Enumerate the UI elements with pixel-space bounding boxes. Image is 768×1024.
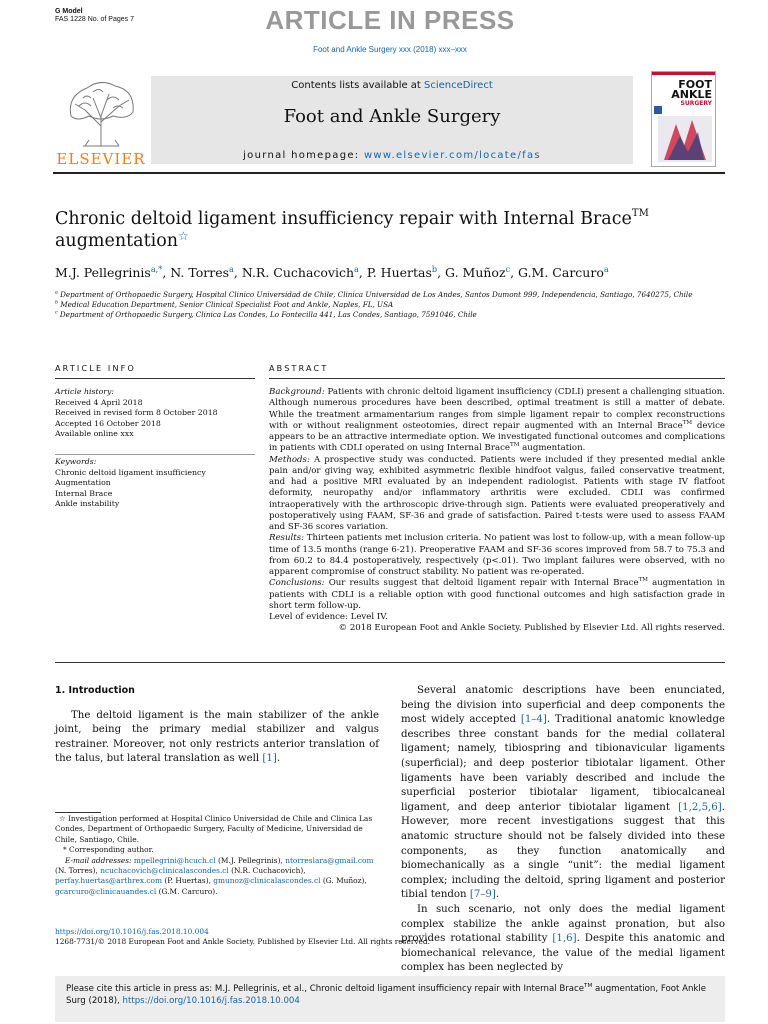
article-title <box>55 208 715 252</box>
reference-link[interactable]: [7–9] <box>469 889 496 901</box>
citation-text: Please cite this article in press as: M.J. Pellegrinis, et al., Chronic deltoid ligament insufficiency repair with Internal Brace™ augmentation, Foot Ankle Surg (2018), https://doi.org/10.1016/j.fas.2018.10.004 <box>66 983 707 1006</box>
abstract-level: Level of evidence: Level IV. <box>269 612 388 622</box>
footnotes <box>55 814 379 897</box>
author: G.M. Carcuro$^a$ <box>518 263 609 280</box>
author-affil-link[interactable]: a <box>354 263 359 274</box>
doi-link[interactable]: https://doi.org/10.1016/j.fas.2018.10.004 <box>55 927 209 936</box>
reference-link[interactable]: [1–4] <box>520 714 547 726</box>
history-label: Article history: <box>55 387 115 396</box>
introduction-heading: 1. Introduction <box>55 685 135 696</box>
email-link[interactable]: mpellegrini@hcuch.cl <box>133 855 216 865</box>
intro-paragraph: The deltoid ligament is the main stabilizer of the ankle joint, being the primary medial stabilizer and valgus restrainer. Moreover, not only restricts anterior translation of the talus, but lateral translation as well [1]. <box>55 709 379 765</box>
contents-prefix: Contents lists available at <box>291 80 425 91</box>
history-item: Received in revised form 8 October 2018 <box>55 408 218 418</box>
author-list: M.J. Pellegrinis$^{a,*}$, N. Torres$^a$, N.R. Cuchacovich$^a$, P. Huertas$^b$, G. Muñoz$^c$, G.M. Carcuro$^a$ <box>55 263 609 280</box>
journal-homepage-link[interactable]: www.elsevier.com/locate/fas <box>363 150 541 161</box>
abstract-heading: ABSTRACT <box>269 364 329 373</box>
author-affil-link[interactable]: b <box>431 263 438 274</box>
homepage-prefix: journal homepage: <box>243 150 364 161</box>
contents-line <box>151 80 633 91</box>
article-info-rule <box>55 378 255 379</box>
doi-block <box>55 927 555 948</box>
fas-ref: FAS 1228 No. of Pages 7 <box>55 16 134 23</box>
keyword: Internal Brace <box>55 488 113 498</box>
history-item: Accepted 16 October 2018 <box>55 418 161 428</box>
author: G. Muñoz$^c$ <box>445 263 511 280</box>
email-link[interactable]: gcarcuro@clinicauandes.cl <box>55 886 157 896</box>
reference-link[interactable]: [1] <box>262 753 277 765</box>
email-list: E-mail addresses: mpellegrini@hcuch.cl (M.J. Pellegrinis), ntorreslara@gmail.com (N. Torres), ncuchacovich@clinicalascondes.cl (N.R. Cuchacovich), perfay.huertas@arthrex.com (P. Huertas), gmunoz@clinicalascondes.cl (G. Muñoz), gcarcuro@clinicauandes.cl (G.M. Carcuro). <box>55 855 374 896</box>
abstract-conclusions: Conclusions: Our results suggest that deltoid ligament repair with Internal Brace™ augmentation in patients with CDLI is a reliable option with good functional outcomes and high satisfaction grade in short term follow-up. <box>269 577 725 611</box>
history-item: Available online xxx <box>55 429 134 439</box>
homepage-line <box>151 150 633 161</box>
abstract-methods: Methods: A prospective study was conducted. Patients were included if they presented medial ankle pain and/or giving way, exhibited asymmetric flexible hindfoot valgus, failed conservative treatment, and had a positive MRI evaluated by an independent radiologist. Patients with stage IV flatfoot deformity, neuropathy and/or inflammatory arthritis were excluded. CDLI was confirmed intraoperatively with the arthroscopic drive-through sign. Patients were evaluated preoperatively and postoperatively using FAAM, SF-36 and grade of satisfaction. Paired t-tests were used to assess FAAM and SF-36 scores variation. <box>269 454 725 532</box>
cover-title <box>671 80 712 107</box>
journal-cover-thumbnail[interactable] <box>651 71 716 167</box>
cover-foot: FOOT <box>678 78 712 91</box>
corresponding-note: * Corresponding author. <box>63 845 154 855</box>
author-affil-link[interactable]: a,* <box>150 263 163 274</box>
abstract-results: Results: Thirteen patients met inclusion criteria. No patient was lost to follow-up, with a mean follow-up time of 13.5 months (range 6-21). Preoperative FAAM and SF-36 scores improved from 58.7 to 75.3 and from 60.2 to 84.4 postoperatively, respectively (p<.01). Two implant failures were observed, with no apparent compromise of construct stability. No patient was re-operated. <box>269 533 725 577</box>
keyword: Chronic deltoid ligament insufficiency <box>55 467 206 477</box>
author-affil-link[interactable]: a <box>603 263 609 274</box>
keywords-rule <box>55 454 255 455</box>
author: P. Huertas$^b$ <box>366 263 438 280</box>
keywords <box>55 457 255 510</box>
abstract-body <box>269 387 725 635</box>
abstract-copyright: © 2018 European Foot and Ankle Society. Published by Elsevier Ltd. All rights reserved. <box>338 623 725 634</box>
author-affil-link[interactable]: c <box>505 263 511 274</box>
body-paragraph: Several anatomic descriptions have been enunciated, being the division into superficial and deep components the most widely accepted [1–4]. Traditional anatomic knowledge describes three constant bands for the medial collateral ligament; namely, tibiospring and tibionavicular ligaments (superficial); and deep posterior tibiotalar ligament. Other ligaments have been variably described and include the superficial posterior tibiotalar ligament, tibiocalcaneal ligament, and deep anterior tibiotalar ligament [1,2,5,6]. However, more recent investigations suggest that this anatomic structure should not be falsely divided into these components, as they function anatomically and biomechanically as a single “unit”: the medial ligament complex; including the deltoid, spring ligament and posterior tibial tendon [7–9]. <box>401 685 725 901</box>
email-link[interactable]: perfay.huertas@arthrex.com <box>55 876 162 886</box>
author: M.J. Pellegrinis$^{a,*}$ <box>55 263 163 280</box>
star-footnote: ☆ Investigation performed at Hospital Clinico Universidad de Chile and Clinica Las Condes, Department of Orthopaedic Surgery, Faculty of Medicine, Universidad de Chile, Santiago, Chile. <box>55 814 373 844</box>
citation-doi-link[interactable]: https://doi.org/10.1016/j.fas.2018.10.004 <box>122 995 300 1006</box>
email-link[interactable]: gmunoz@clinicalascondes.cl <box>213 876 321 886</box>
footnote-rule <box>55 812 101 813</box>
sciencedirect-link[interactable]: ScienceDirect <box>424 80 493 91</box>
email-link[interactable]: ntorreslara@gmail.com <box>285 855 374 865</box>
cover-emblem-icon <box>654 106 662 114</box>
article-history <box>55 387 255 440</box>
body-paragraph: In such scenario, not only does the medial ligament complex stabilize the ankle against pronation, but also provides rotational stability [1,6]. Despite this anatomic and biomechanical relevance, the value of the medial ligament complex has been neglected by <box>401 903 725 974</box>
author: N.R. Cuchacovich$^a$ <box>241 263 359 280</box>
masthead-rule <box>53 172 725 174</box>
cover-photo-icon <box>658 116 712 162</box>
article-info-heading: ARTICLE INFO <box>55 364 136 373</box>
affiliation: $^b$ Medical Education Department, Senior Clinical Specialist Foot and Ankle, Naples, FL, USA <box>55 300 394 309</box>
affiliation: $^c$ Department of Orthopaedic Surgery, Clinica Las Condes, Lo Fontecilla 441, Las Condes, Santiago, 7591046, Chile <box>55 310 477 319</box>
gmodel-label: G Model <box>55 8 83 15</box>
cover-ankle: ANKLE <box>671 88 712 101</box>
title-footnote-star[interactable]: ☆ <box>178 229 189 243</box>
elsevier-logo[interactable] <box>53 76 149 168</box>
cover-surgery: SURGERY <box>680 100 712 107</box>
issn-line: 1268-7731/© 2018 European Foot and Ankle Society. Published by Elsevier Ltd. All rights reserved. <box>55 937 430 947</box>
abstract-rule <box>269 378 725 379</box>
elsevier-wordmark: ELSEVIER <box>56 150 146 168</box>
title-line2: augmentation <box>55 231 179 251</box>
abstract-background: Background: Patients with chronic deltoid ligament insufficiency (CDLI) present a challenging situation. Although numerous procedures have been described, optimal treatment is still a matter of debate. While the treatment armamentarium ranges from simple ligament repair to complex reconstructions with or without realignment osteotomies, direct repair augmented with an Internal Brace™ device appears to be an attractive intermediate option. We investigated functional outcomes and complications in patients with CDLI operated on using Internal Brace™ augmentation. <box>269 387 725 454</box>
history-item: Received 4 April 2018 <box>55 397 143 407</box>
title-line1: Chronic deltoid ligament insufficiency repair with Internal Brace <box>55 209 632 229</box>
reference-link[interactable]: [1,6] <box>552 933 577 945</box>
keywords-label: Keywords: <box>55 457 97 466</box>
author-affil-link[interactable]: a <box>229 263 234 274</box>
title-tm: TM <box>631 208 649 219</box>
journal-citation-link[interactable]: Foot and Ankle Surgery xxx (2018) xxx–xxx <box>313 45 467 54</box>
email-link[interactable]: ncuchacovich@clinicalascondes.cl <box>100 866 229 876</box>
keyword: Ankle instability <box>55 499 120 509</box>
author: N. Torres$^a$ <box>170 263 234 280</box>
article-in-press-banner: ARTICLE IN PRESS <box>265 5 515 35</box>
journal-masthead <box>151 76 633 164</box>
reference-link[interactable]: [1,2,5,6] <box>678 801 722 813</box>
body-column-left <box>55 684 379 767</box>
affiliations <box>55 290 715 320</box>
keyword: Augmentation <box>55 478 111 488</box>
affiliation: $^a$ Department of Orthopaedic Surgery, Hospital Clinico Universidad de Chile, Clinica Universidad de Los Andes, Santos Dumont 999, Independencia, Santiago, 7640275, Chile <box>55 290 693 299</box>
abstract-end-rule <box>55 662 725 663</box>
journal-name: Foot and Ankle Surgery <box>283 106 501 127</box>
cover-top-stripe <box>652 72 715 75</box>
header-gmodel <box>55 8 134 24</box>
